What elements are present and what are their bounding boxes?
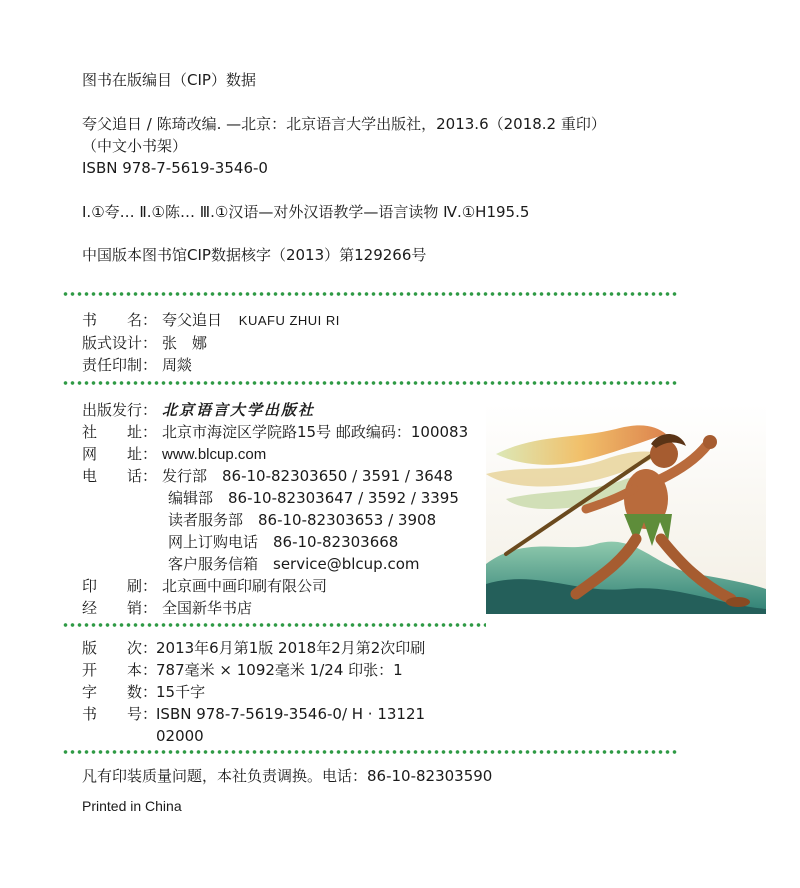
print-manager-label: 责任印制：: [82, 356, 158, 374]
publisher-name-logo: 北京语言大学出版社: [162, 401, 316, 419]
divider-2: [62, 381, 678, 385]
design-label: 版式设计：: [82, 334, 158, 352]
phone-line-5: 客户服务信箱 service@blcup.com: [168, 555, 420, 573]
printer-row: [82, 576, 327, 596]
book-title-row: [82, 310, 340, 331]
printed-in-china: Printed in China: [82, 798, 182, 814]
format-label: 开 本：: [82, 661, 158, 679]
phone-line-2: 编辑部 86-10-82303647 / 3592 / 3395: [168, 489, 459, 507]
words-label: 字 数：: [82, 683, 158, 701]
phone-line-1: 发行部 86-10-82303650 / 3591 / 3648: [162, 467, 453, 485]
distributor-label: 出版发行：: [82, 401, 158, 419]
phone-line-4: 网上订购电话 86-10-82303668: [168, 533, 399, 551]
divider-1: [62, 292, 678, 296]
address-value: 北京市海淀区学院路15号 邮政编码：100083: [162, 423, 469, 441]
seller-row: [82, 598, 252, 618]
website-row: [82, 444, 266, 465]
address-label: 社 址：: [82, 423, 158, 441]
print-manager-row: [82, 355, 192, 375]
book-code-row: [82, 704, 425, 724]
phone-row: [82, 466, 453, 486]
cip-classification: Ⅰ.①夸… Ⅱ.①陈… Ⅲ.①汉语—对外汉语教学—语言读物 Ⅳ.①H195.5: [82, 203, 530, 221]
edition-label: 版 次：: [82, 639, 158, 657]
words-value: 15千字: [156, 683, 206, 701]
cip-verification: 中国版本图书馆CIP数据核字（2013）第129266号: [82, 246, 427, 264]
format-row: [82, 660, 403, 680]
edition-value: 2013年6月第1版 2018年2月第2次印刷: [156, 639, 426, 657]
phone-label: 电 话：: [82, 467, 158, 485]
design-row: [82, 333, 207, 353]
phone-line-3: 读者服务部 86-10-82303653 / 3908: [168, 511, 437, 529]
address-row: [82, 422, 468, 442]
book-code-value-2: 02000: [156, 727, 204, 745]
print-manager-value: 周燚: [162, 356, 193, 374]
divider-4: [62, 750, 678, 754]
words-row: [82, 682, 205, 702]
seller-label: 经 销：: [82, 599, 158, 617]
edition-row: [82, 638, 425, 658]
website-label: 网 址：: [82, 445, 158, 463]
printer-value: 北京画中画印刷有限公司: [162, 577, 328, 595]
kuafu-illustration-icon: [486, 404, 766, 614]
book-code-value: ISBN 978-7-5619-3546-0/ H · 13121: [156, 705, 426, 723]
printer-label: 印 刷：: [82, 577, 158, 595]
format-value: 787毫米 × 1092毫米 1/24 印张：1: [156, 661, 403, 679]
cip-line-1: 夸父追日 / 陈琦改编. —北京：北京语言大学出版社，2013.6（2018.2 重印）: [82, 115, 606, 133]
cip-heading: 图书在版编目（CIP）数据: [82, 71, 256, 89]
quality-notice: 凡有印装质量问题，本社负责调换。电话：86-10-82303590: [82, 767, 493, 785]
divider-3: [62, 623, 486, 627]
book-title-value: 夸父追日: [162, 311, 223, 329]
book-title-pinyin: KUAFU ZHUI RI: [238, 313, 340, 328]
distributor-row: [82, 400, 315, 420]
book-code-label: 书 号：: [82, 705, 158, 723]
cip-isbn: ISBN 978-7-5619-3546-0: [82, 159, 268, 177]
website-value: www.blcup.com: [162, 446, 267, 463]
cip-line-2: （中文小书架）: [82, 137, 188, 155]
seller-value: 全国新华书店: [162, 599, 253, 617]
design-value: 张 娜: [162, 334, 208, 352]
book-title-label: 书 名：: [82, 311, 158, 329]
